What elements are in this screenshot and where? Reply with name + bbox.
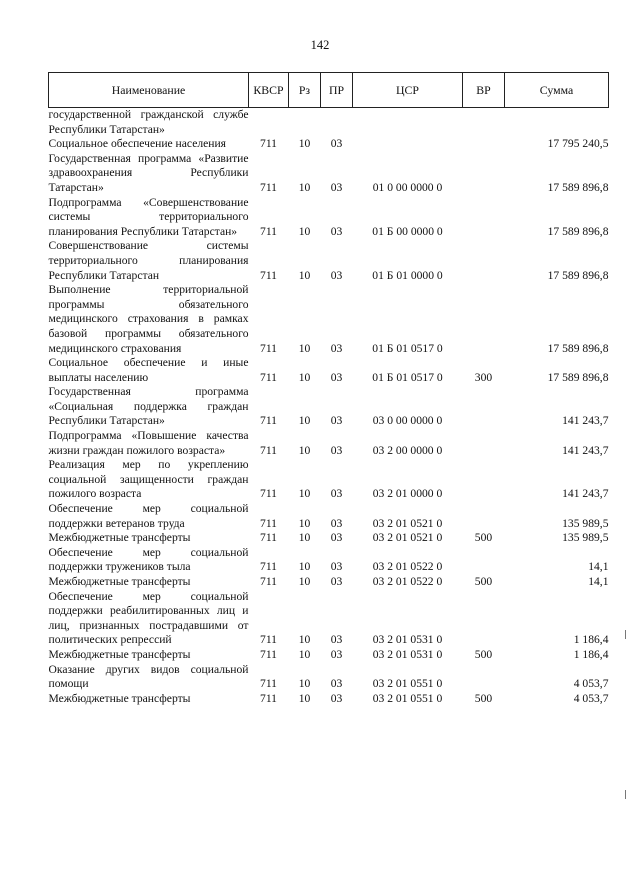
cell-sum: 4 053,7 [573,677,609,691]
cell-kvsr: 711 [260,691,277,705]
cell-name [49,692,249,707]
cell-kvsr: 711 [260,180,277,194]
cell-pr: 03 [330,633,343,647]
cell-name [49,575,249,590]
page-number: 142 [310,38,330,52]
cell-pr: 03 [330,341,343,355]
cell-kvsr: 711 [260,560,277,574]
table-row [49,531,609,546]
cell-pr: 03 [330,180,343,194]
row-name-text: Совершенствование системы территориального планирования Республики Татарстан [48,239,249,282]
row-name-text: Обеспечение мер социальной поддержки реабилитированных лиц и лиц, признанных пострадавшими от политических репрессий [48,589,249,647]
cell-sum: 17 589 896,8 [547,268,609,282]
cell-name [49,648,249,663]
cell-csr: 01 Б 00 0000 0 [372,224,443,238]
cell-rz: 10 [298,268,311,282]
table-row [49,239,609,283]
cell-rz [289,108,321,138]
cell-name [49,385,249,429]
cell-sum: 141 243,7 [562,414,609,428]
cell-csr: 03 2 00 0000 0 [372,443,443,457]
table-row [49,108,609,138]
cell-pr: 03 [330,531,343,545]
cell-sum: 17 589 896,8 [547,224,609,238]
cell-rz: 10 [298,647,311,661]
table-header [49,73,609,108]
cell-vr [463,502,505,531]
cell-sum: 14,1 [588,560,609,574]
cell-kvsr: 711 [260,516,277,530]
cell-vr [463,663,505,692]
table-body [49,108,609,707]
cell-csr: 03 0 00 0000 0 [372,414,443,428]
table-row [49,590,609,648]
cell-rz: 10 [298,560,311,574]
row-name-text: Государственная программа «Социальная поддержка граждан Республики Татарстан» [48,385,249,428]
cell-csr: 03 2 01 0521 0 [372,516,443,530]
budget-table [48,72,609,706]
cell-sum: 1 186,4 [573,633,609,647]
header-csr: ЦСР [353,73,463,108]
cell-pr [321,108,353,138]
row-name-text: Оказание других видов социальной помощи [48,662,249,691]
cell-name [49,239,249,283]
cell-vr [463,429,505,458]
cell-pr: 03 [330,677,343,691]
cell-kvsr [249,108,289,138]
cell-csr: 01 Б 01 0517 0 [372,341,443,355]
table-row [49,458,609,502]
header-rz: Рз [289,73,321,108]
row-name-text: Межбюджетные трансферты [48,575,191,588]
cell-csr: 03 2 01 0531 0 [372,647,443,661]
cell-kvsr: 711 [260,443,277,457]
cell-pr: 03 [330,414,343,428]
cell-csr: 01 Б 01 0000 0 [372,268,443,282]
cell-csr: 03 2 01 0521 0 [372,531,443,545]
cell-sum: 135 989,5 [562,516,609,530]
cell-name [49,429,249,458]
cell-csr: 01 0 00 0000 0 [372,180,443,194]
table-row [49,152,609,196]
cell-pr: 03 [330,560,343,574]
cell-vr [463,108,505,138]
cell-sum: 17 795 240,5 [547,137,609,151]
cell-kvsr: 711 [260,531,277,545]
cell-vr: 300 [474,370,493,384]
row-name-text: Межбюджетные трансферты [48,531,191,545]
cell-rz: 10 [298,180,311,194]
cell-vr: 500 [474,531,493,545]
cell-csr: 03 2 01 0551 0 [372,677,443,691]
cell-rz: 10 [298,691,311,705]
cell-rz: 10 [298,224,311,238]
row-name-text: Межбюджетные трансферты [48,691,191,705]
table-row [49,429,609,458]
cell-rz: 10 [298,137,311,151]
cell-kvsr: 711 [260,633,277,647]
cell-vr: 500 [474,575,493,588]
row-name-text: Социальное обеспечение населения [48,137,227,151]
cell-rz: 10 [298,677,311,691]
cell-pr: 03 [330,516,343,530]
cell-csr [353,137,463,152]
header-row [49,73,609,108]
header-kvsr: КВСР [249,73,289,108]
row-name-text: Обеспечение мер социальной поддержки ветеранов труда [48,502,249,530]
cell-kvsr: 711 [260,414,277,428]
cell-rz: 10 [298,370,311,384]
row-name-text: Подпрограмма «Повышение качества жизни граждан пожилого возраста» [48,429,249,457]
header-sum: Сумма [505,73,609,108]
cell-kvsr: 711 [260,677,277,691]
cell-vr [463,458,505,502]
cell-rz: 10 [298,443,311,457]
row-name-text: Межбюджетные трансферты [48,647,191,661]
cell-sum: 141 243,7 [562,487,609,501]
cell-kvsr: 711 [260,370,277,384]
cell-name [49,546,249,575]
cell-vr [463,137,505,152]
cell-pr: 03 [330,443,343,457]
cell-sum: 17 589 896,8 [547,341,609,355]
cell-sum: 1 186,4 [573,647,609,661]
table-row [49,356,609,385]
cell-sum: 141 243,7 [562,443,609,457]
cell-name [49,152,249,196]
table-row [49,692,609,707]
row-name-text: Выполнение территориальной программы обязательного медицинского страхования в рамках базовой программы обязательного медицинского страхования [48,283,249,355]
table-row [49,502,609,531]
cell-name [49,663,249,692]
row-name-text: Государственная программа «Развитие здравоохранения Республики Татарстан» [48,151,249,194]
cell-pr: 03 [330,487,343,501]
cell-name [49,137,249,152]
cell-sum: 14,1 [588,575,609,588]
cell-csr: 03 2 01 0531 0 [372,633,443,647]
cell-pr: 03 [330,647,343,661]
table-row [49,137,609,152]
cell-vr [463,283,505,356]
cell-vr [463,239,505,283]
cell-vr [463,196,505,240]
table-row [49,663,609,692]
cell-vr [463,546,505,575]
cell-rz: 10 [298,575,311,588]
cell-pr: 03 [330,268,343,282]
row-name-text: Подпрограмма «Совершенствование системы территориального планирования Республики Татарстан» [48,195,249,238]
header-name: Наименование [49,73,249,108]
cell-kvsr: 711 [260,268,277,282]
cell-csr: 03 2 01 0522 0 [372,575,443,588]
cell-name [49,590,249,648]
cell-pr: 03 [330,575,343,588]
cell-kvsr: 711 [260,487,277,501]
row-name-text: Социальное обеспечение и иные выплаты населению [48,356,249,384]
cell-kvsr: 711 [260,137,277,151]
cell-name [49,531,249,546]
margin-mark [625,790,626,799]
cell-rz: 10 [298,633,311,647]
cell-vr: 500 [474,691,493,705]
cell-vr: 500 [474,647,493,661]
cell-name [49,502,249,531]
margin-mark [625,630,626,639]
table-row [49,385,609,429]
cell-pr: 03 [330,137,343,151]
cell-sum: 17 589 896,8 [547,370,609,384]
cell-kvsr: 711 [260,341,277,355]
cell-csr: 03 2 01 0551 0 [372,691,443,705]
cell-csr: 03 2 01 0522 0 [372,560,443,574]
cell-rz: 10 [298,341,311,355]
header-pr: ПР [321,73,353,108]
cell-rz: 10 [298,487,311,501]
table-row [49,196,609,240]
cell-pr: 03 [330,691,343,705]
table-row [49,283,609,356]
cell-pr: 03 [330,224,343,238]
table-row [49,648,609,663]
cell-csr [353,108,463,138]
cell-name [49,458,249,502]
table-row [49,575,609,590]
cell-vr [463,152,505,196]
row-name-text: государственной гражданской службе Республики Татарстан» [48,108,249,136]
cell-rz: 10 [298,531,311,545]
cell-kvsr: 711 [260,575,277,588]
cell-sum: 17 589 896,8 [547,180,609,194]
cell-sum: 4 053,7 [573,691,609,705]
row-name-text: Обеспечение мер социальной поддержки тружеников тыла [48,545,249,574]
cell-rz: 10 [298,414,311,428]
cell-csr: 01 Б 01 0517 0 [372,370,443,384]
cell-vr [463,590,505,648]
cell-sum: 135 989,5 [562,531,609,545]
cell-sum [505,108,609,138]
cell-vr [463,385,505,429]
cell-name [49,283,249,356]
header-vr: ВР [463,73,505,108]
cell-kvsr: 711 [260,647,277,661]
cell-rz: 10 [298,516,311,530]
cell-kvsr: 711 [260,224,277,238]
cell-csr: 03 2 01 0000 0 [372,487,443,501]
cell-name [49,356,249,385]
cell-name [49,108,249,138]
cell-name [49,196,249,240]
row-name-text: Реализация мер по укреплению социальной защищенности граждан пожилого возраста [48,458,249,501]
cell-pr: 03 [330,370,343,384]
table-row [49,546,609,575]
